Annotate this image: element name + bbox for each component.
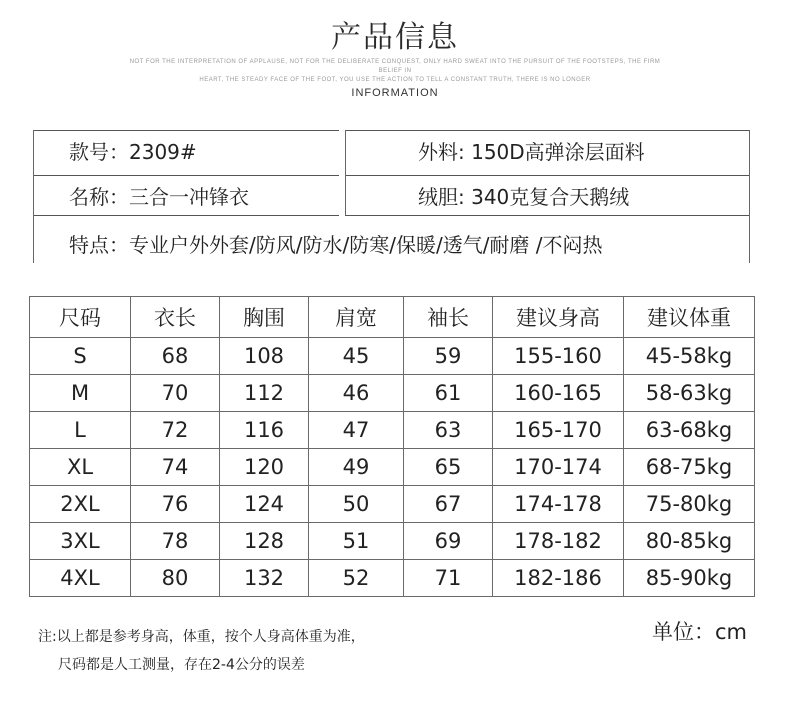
- table-cell: 52: [309, 560, 404, 597]
- table-cell: L: [30, 412, 131, 449]
- column-header-chest: 胸围: [220, 297, 309, 338]
- table-row: [30, 486, 755, 523]
- outer-fabric: 外料: 150D高弹涂层面料: [418, 140, 645, 164]
- table-cell: 128: [220, 523, 309, 560]
- table-cell: 112: [220, 375, 309, 412]
- table-cell: M: [30, 375, 131, 412]
- table-cell: 116: [220, 412, 309, 449]
- table-cell: 70: [131, 375, 220, 412]
- style-number: 款号：2309#: [69, 140, 197, 164]
- info-divider: [345, 215, 750, 216]
- column-header-height: 建议身高: [493, 297, 624, 338]
- table-cell: XL: [30, 449, 131, 486]
- footnote-line-2: 尺码都是人工测量，存在2-4公分的误差: [58, 657, 305, 673]
- info-divider: [33, 215, 339, 216]
- table-cell: 51: [309, 523, 404, 560]
- table-cell: 67: [404, 486, 493, 523]
- table-cell: 108: [220, 338, 309, 375]
- table-cell: 132: [220, 560, 309, 597]
- unit-label: 单位：cm: [652, 620, 748, 644]
- tagline-text: [120, 58, 670, 85]
- table-cell: 155-160: [493, 338, 624, 375]
- table-cell: 61: [404, 375, 493, 412]
- table-cell: 68: [131, 338, 220, 375]
- footnote-line-1: 注:以上都是参考身高，体重，按个人身高体重为准，: [38, 629, 365, 645]
- table-cell: 80-85kg: [624, 523, 755, 560]
- table-cell: 160-165: [493, 375, 624, 412]
- table-cell: 76: [131, 486, 220, 523]
- product-info-panel: [33, 130, 750, 263]
- table-cell: 58-63kg: [624, 375, 755, 412]
- table-cell: 45: [309, 338, 404, 375]
- table-cell: 69: [404, 523, 493, 560]
- tagline-line-2: HEART, THE STEADY FACE OF THE FOOT, YOU USE THE ACTION TO TELL A CONSTANT TRUTH, THERE IS NO LONGER: [199, 77, 591, 83]
- table-cell: 182-186: [493, 560, 624, 597]
- table-cell: 124: [220, 486, 309, 523]
- table-cell: 120: [220, 449, 309, 486]
- table-cell: 63: [404, 412, 493, 449]
- table-cell: 49: [309, 449, 404, 486]
- product-features: 特点：专业户外外套/防风/防水/防寒/保暖/透气/耐磨 /不闷热: [69, 233, 603, 257]
- table-header-row: [30, 297, 755, 338]
- product-name: 名称：三合一冲锋衣: [69, 185, 249, 209]
- table-row: [30, 375, 755, 412]
- table-row: [30, 338, 755, 375]
- table-cell: 71: [404, 560, 493, 597]
- info-divider: [345, 130, 346, 215]
- table-cell: 50: [309, 486, 404, 523]
- table-row: [30, 412, 755, 449]
- table-cell: 174-178: [493, 486, 624, 523]
- table-row: [30, 560, 755, 597]
- table-cell: 68-75kg: [624, 449, 755, 486]
- table-cell: 4XL: [30, 560, 131, 597]
- section-subtitle: INFORMATION: [351, 87, 439, 99]
- column-header-size: 尺码: [30, 297, 131, 338]
- column-header-shoulder: 肩宽: [309, 297, 404, 338]
- table-cell: 2XL: [30, 486, 131, 523]
- table-cell: 75-80kg: [624, 486, 755, 523]
- table-cell: 46: [309, 375, 404, 412]
- info-divider: [345, 175, 750, 176]
- table-cell: 74: [131, 449, 220, 486]
- table-row: [30, 449, 755, 486]
- table-cell: 78: [131, 523, 220, 560]
- info-divider: [749, 130, 750, 263]
- table-cell: 63-68kg: [624, 412, 755, 449]
- size-chart-table: [29, 296, 755, 597]
- page-title: 产品信息: [331, 20, 459, 55]
- table-cell: 165-170: [493, 412, 624, 449]
- table-cell: 3XL: [30, 523, 131, 560]
- table-row: [30, 523, 755, 560]
- table-cell: 85-90kg: [624, 560, 755, 597]
- tagline-line-1: NOT FOR THE INTERPRETATION OF APPLAUSE, NOT FOR THE DELIBERATE CONQUEST, ONLY HARD SWEAT INTO THE PURSUIT OF THE FOOTSTEPS, THE FIRM BELIEF IN: [129, 59, 661, 74]
- table-cell: 65: [404, 449, 493, 486]
- lining: 绒胆: 340克复合天鹅绒: [418, 185, 630, 209]
- column-header-length: 衣长: [131, 297, 220, 338]
- table-cell: S: [30, 338, 131, 375]
- table-cell: 170-174: [493, 449, 624, 486]
- column-header-sleeve: 袖长: [404, 297, 493, 338]
- table-cell: 80: [131, 560, 220, 597]
- table-cell: 47: [309, 412, 404, 449]
- info-divider: [345, 130, 750, 131]
- table-cell: 178-182: [493, 523, 624, 560]
- info-divider: [33, 130, 339, 131]
- table-cell: 45-58kg: [624, 338, 755, 375]
- info-divider: [33, 175, 339, 176]
- table-cell: 59: [404, 338, 493, 375]
- info-divider: [33, 130, 34, 263]
- table-cell: 72: [131, 412, 220, 449]
- column-header-weight: 建议体重: [624, 297, 755, 338]
